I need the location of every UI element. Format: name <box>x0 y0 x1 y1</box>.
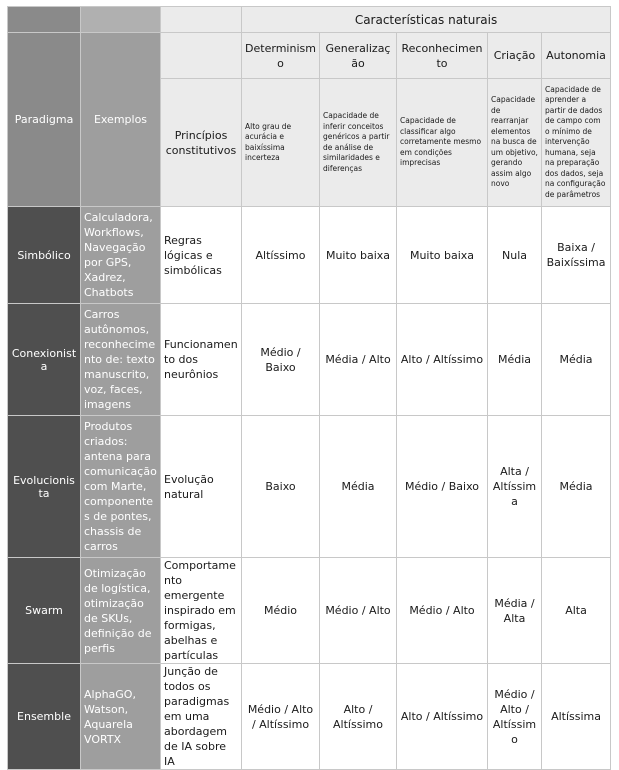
row-reconhecimento: Alto / Altíssimo <box>397 664 488 770</box>
exemplos-header: Exemplos <box>81 33 161 207</box>
row-autonomia: Baixa / Baixíssima <box>542 207 611 304</box>
table-row <box>8 664 611 770</box>
row-criacao: Nula <box>488 207 542 304</box>
row-autonomia: Alta <box>542 558 611 664</box>
col-desc-determinismo: Alto grau de acurácia e baixíssima incerteza <box>242 79 320 207</box>
row-determinismo: Altíssimo <box>242 207 320 304</box>
paradigma-header: Paradigma <box>8 33 81 207</box>
row-principios: Comportamento emergente inspirado em formigas, abelhas e partículas <box>161 558 242 664</box>
row-reconhecimento: Alto / Altíssimo <box>397 304 488 416</box>
row-generalizacao: Muito baixa <box>320 207 397 304</box>
row-autonomia: Altíssima <box>542 664 611 770</box>
row-reconhecimento: Médio / Alto <box>397 558 488 664</box>
table-row <box>8 558 611 664</box>
row-paradigma: Evolucionista <box>8 416 81 558</box>
col-desc-reconhecimento: Capacidade de classificar algo corretamente mesmo em condições imprecisas <box>397 79 488 207</box>
row-principios: Evolução natural <box>161 416 242 558</box>
row-criacao: Médio / Alto / Altíssimo <box>488 664 542 770</box>
principios-header: Princípios constitutivos <box>161 79 242 207</box>
col-header-criacao: Criação <box>488 33 542 79</box>
row-determinismo: Médio / Alto / Altíssimo <box>242 664 320 770</box>
row-exemplos: Carros autônomos, reconhecimento de: texto manuscrito, voz, faces, imagens <box>81 304 161 416</box>
row-criacao: Média / Alta <box>488 558 542 664</box>
row-principios: Junção de todos os paradigmas em uma abordagem de IA sobre IA <box>161 664 242 770</box>
row-determinismo: Médio / Baixo <box>242 304 320 416</box>
corner-cell-1 <box>8 7 81 33</box>
row-generalizacao: Média / Alto <box>320 304 397 416</box>
row-generalizacao: Alto / Altíssimo <box>320 664 397 770</box>
row-principios: Funcionamento dos neurônios <box>161 304 242 416</box>
col-desc-generalizacao: Capacidade de inferir conceitos genéricos a partir de análise de similaridades e diferenças <box>320 79 397 207</box>
corner-cell-2 <box>81 7 161 33</box>
row-paradigma: Ensemble <box>8 664 81 770</box>
row-exemplos: Otimização de logística, otimização de SKUs, definição de perfis <box>81 558 161 664</box>
corner-cell-3 <box>161 7 242 33</box>
row-reconhecimento: Muito baixa <box>397 207 488 304</box>
row-paradigma: Swarm <box>8 558 81 664</box>
row-exemplos: Produtos criados: antena para comunicação com Marte, componentes de pontes, chassis de carros <box>81 416 161 558</box>
row-generalizacao: Médio / Alto <box>320 558 397 664</box>
row-exemplos: Calculadora, Workflows, Navegação por GPS, Xadrez, Chatbots <box>81 207 161 304</box>
col-header-determinismo: Determinismo <box>242 33 320 79</box>
col-header-reconhecimento: Reconhecimento <box>397 33 488 79</box>
row-determinismo: Médio <box>242 558 320 664</box>
table-row <box>8 207 611 304</box>
row-paradigma: Simbólico <box>8 207 81 304</box>
paradigm-table <box>7 6 611 770</box>
row-criacao: Alta / Altíssima <box>488 416 542 558</box>
row-criacao: Média <box>488 304 542 416</box>
row-autonomia: Média <box>542 304 611 416</box>
row-principios: Regras lógicas e simbólicas <box>161 207 242 304</box>
row-paradigma: Conexionista <box>8 304 81 416</box>
col-header-autonomia: Autonomia <box>542 33 611 79</box>
row-exemplos: AlphaGO, Watson, Aquarela VORTX <box>81 664 161 770</box>
principios-header-top <box>161 33 242 79</box>
row-determinismo: Baixo <box>242 416 320 558</box>
caracteristicas-header: Características naturais <box>242 7 611 33</box>
col-desc-criacao: Capacidade de rearranjar elementos na busca de um objetivo, gerando assim algo novo <box>488 79 542 207</box>
row-generalizacao: Média <box>320 416 397 558</box>
table-row <box>8 416 611 558</box>
col-header-generalizacao: Generalização <box>320 33 397 79</box>
table-row <box>8 304 611 416</box>
row-reconhecimento: Médio / Baixo <box>397 416 488 558</box>
col-desc-autonomia: Capacidade de aprender a partir de dados de campo com o mínimo de intervenção humana, seja na preparação dos dados, seja na configuração de parâmetros <box>542 79 611 207</box>
row-autonomia: Média <box>542 416 611 558</box>
